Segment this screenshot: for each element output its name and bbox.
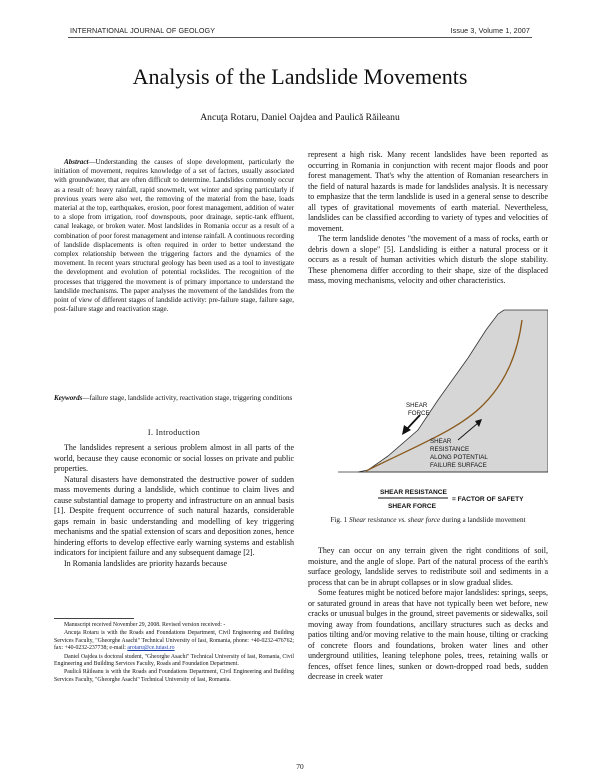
- keywords-text: —failure stage, landslide activity, reactivation stage, triggering conditions: [82, 394, 293, 402]
- issue-info: Issue 3, Volume 1, 2007: [450, 26, 530, 35]
- resistance-label-1: SHEAR: [430, 438, 452, 445]
- slope-diagram: [308, 280, 548, 512]
- shear-force-label-1: SHEAR: [406, 402, 428, 409]
- paragraph: The landslides represent a serious problem almost in all parts of the world, because they cause economic or social losses on private and public properties.: [54, 443, 294, 473]
- paragraph: In Romania landslides are priority hazards because: [64, 558, 228, 568]
- figure-caption: [308, 516, 548, 524]
- footnote: Daniel Oajdea is doctoral student, "Gheorghe Asachi" Technical University of Iasi, Romania, Civil Engineering and Building Services Faculty, Roads and Foundation Department.: [54, 653, 294, 668]
- footnote: Manuscript received November 29, 2008. Revised version received: -: [64, 622, 226, 628]
- footnote-text: Ancuţa Rotaru is with the Roads and Foundations Department, Civil Engineering and Building Services Faculty, "Gheorghe Asachi" Technical University of Iasi, Romania, phone: +40-0232-476762; fax: +40-0232-237738; e-mail:: [54, 630, 294, 652]
- paragraph: They can occur on any terrain given the right conditions of soil, moisture, and the angle of slope. Part of the natural process of the earth's surface geology, landslide serves to redistribute soil and sediments in a process that can be in abrupt collapses or in slow gradual slides.: [308, 546, 548, 587]
- formula-numerator: SHEAR RESISTANCE: [380, 489, 447, 496]
- abstract: [54, 158, 294, 314]
- header-rule: [68, 37, 532, 38]
- section-heading: I. Introduction: [147, 428, 201, 437]
- shear-force-label-2: FORCE: [408, 410, 430, 417]
- shear-force-arrow: [406, 415, 420, 430]
- paragraph: Some features might be noticed before major landslides: springs, seeps, or saturated ground in areas that have not typically been wet before, new cracks or unusual bulges in the ground, street pavements or sidewalks, soil moving away from foundations, ancillary structures such as decks and patios tilting and/or moving relative to the main house, tilting or cracking of concrete floors and foundations, broken water lines and other underground utilities, leaning telephone poles, trees, retaining walls or fences, offset fence lines, sunken or down-dropped road beds, sudden decrease in creek water: [308, 588, 548, 681]
- paragraph: represent a high risk. Many recent landslides have been reported as occurring in Romania in conjunction with recent major floods and poor forest management. That's why the attention of Romanian researchers in the field of natural hazards is made for landslides analysis. It is necessary to emphasize that the term landslide is used in a general sense to describe all types of gravitational movements of earth material. Nevertheless, landslides can be classified according to variety of types and velocities of movement.: [308, 150, 548, 233]
- footnote: [54, 630, 294, 652]
- paper-title: Analysis of the Landslide Movements: [132, 64, 468, 89]
- abstract-label: Abstract: [64, 158, 89, 166]
- email-link[interactable]: arotaru@ce.tuiasi.ro: [127, 645, 175, 652]
- caption-rest: during a landslide movement: [440, 516, 526, 524]
- right-column-top: [308, 150, 548, 287]
- keywords-label: Keywords: [54, 394, 83, 402]
- right-column-bottom: [308, 546, 548, 683]
- intro-text: [54, 443, 294, 569]
- resistance-label-3: ALONG POTENTIAL: [430, 454, 488, 461]
- resistance-label-4: FAILURE SURFACE: [430, 462, 487, 469]
- formula-denominator: SHEAR FORCE: [388, 503, 436, 510]
- paragraph: Natural disasters have demonstrated the destructive power of sudden mass movements during a landslide, which continue to claim lives and cause substantial damage to property and infrastructure on an annual basis [1]. Despite frequent occurrence of such natural hazards, considerable gaps remain in basic understanding and modelling of key triggering mechanisms and the spatial extension of scars and deposition zones, hence hindering efforts to develop effective early warning systems and establish indicators for incipient failure and any subsequent damage [2].: [54, 474, 294, 557]
- abstract-text: —Understanding the causes of slope development, particularly the initiation of movement, requires knowledge of a set of factors, usually associated with groundwater, that are often difficult to determine. Landslides commonly occur as a result of: heavy rainfall, rapid snowmelt, wet winter and spring particularly if previous years were also wet, the removing of the material from the base, loads material at the top, earthquakes, erosion, poor forest management, addition of water to a slope from irrigation, roof downspouts, poor drainage, septic-tank effluent, canal leakage, or broken water. Most landslides in Romania occur as a result of a combination of poor forest management and intense rainfall. A continuous recording of landslide displacements is often required in order to better understand the complex relationship between the triggering factors and the dynamics of the movement. In recent years structural geology has been used as a tool to investigate the development and evolution of potential rockslides. The recognition of the processes that triggered the movement is of primary importance to understand the landslide mechanisms. The paper analyses the movement of the landslides from the point of view of different stages of landslide activity: pre-failure stage, failure sage, post-failure stage and reactivation stage.: [54, 158, 294, 314]
- journal-name: INTERNATIONAL JOURNAL OF GEOLOGY: [70, 26, 216, 35]
- footnote: Paulică Răileanu is with the Roads and Foundations Department, Civil Engineering and Building Services Faculty, "Gheorghe Asachi" Technical University of Iasi, Romania.: [54, 669, 294, 683]
- author-list: Ancuţa Rotaru, Daniel Oajdea and Paulică Răileanu: [200, 112, 400, 123]
- page-number: 70: [296, 762, 304, 771]
- caption-italic: Shear resistance vs. shear force: [349, 516, 441, 524]
- footnote-rule: [54, 618, 134, 619]
- resistance-label-2: RESISTANCE: [430, 446, 470, 453]
- formula-result: = FACTOR OF SAFETY: [452, 496, 524, 503]
- paragraph: The term landslide denotes "the movement of a mass of rocks, earth or debris down a slope" [5]. Landsliding is either a natural process or it occurs as a result of human activities which disturb the slope stability. These phenomena differ according to their shape, size of the displaced mass, moving mechanisms, velocity and other characteristics.: [308, 234, 548, 285]
- footnotes: [54, 622, 294, 685]
- caption-prefix: Fig. 1: [330, 516, 350, 524]
- figure-slope-diagram: [308, 280, 548, 512]
- keywords: [54, 394, 294, 403]
